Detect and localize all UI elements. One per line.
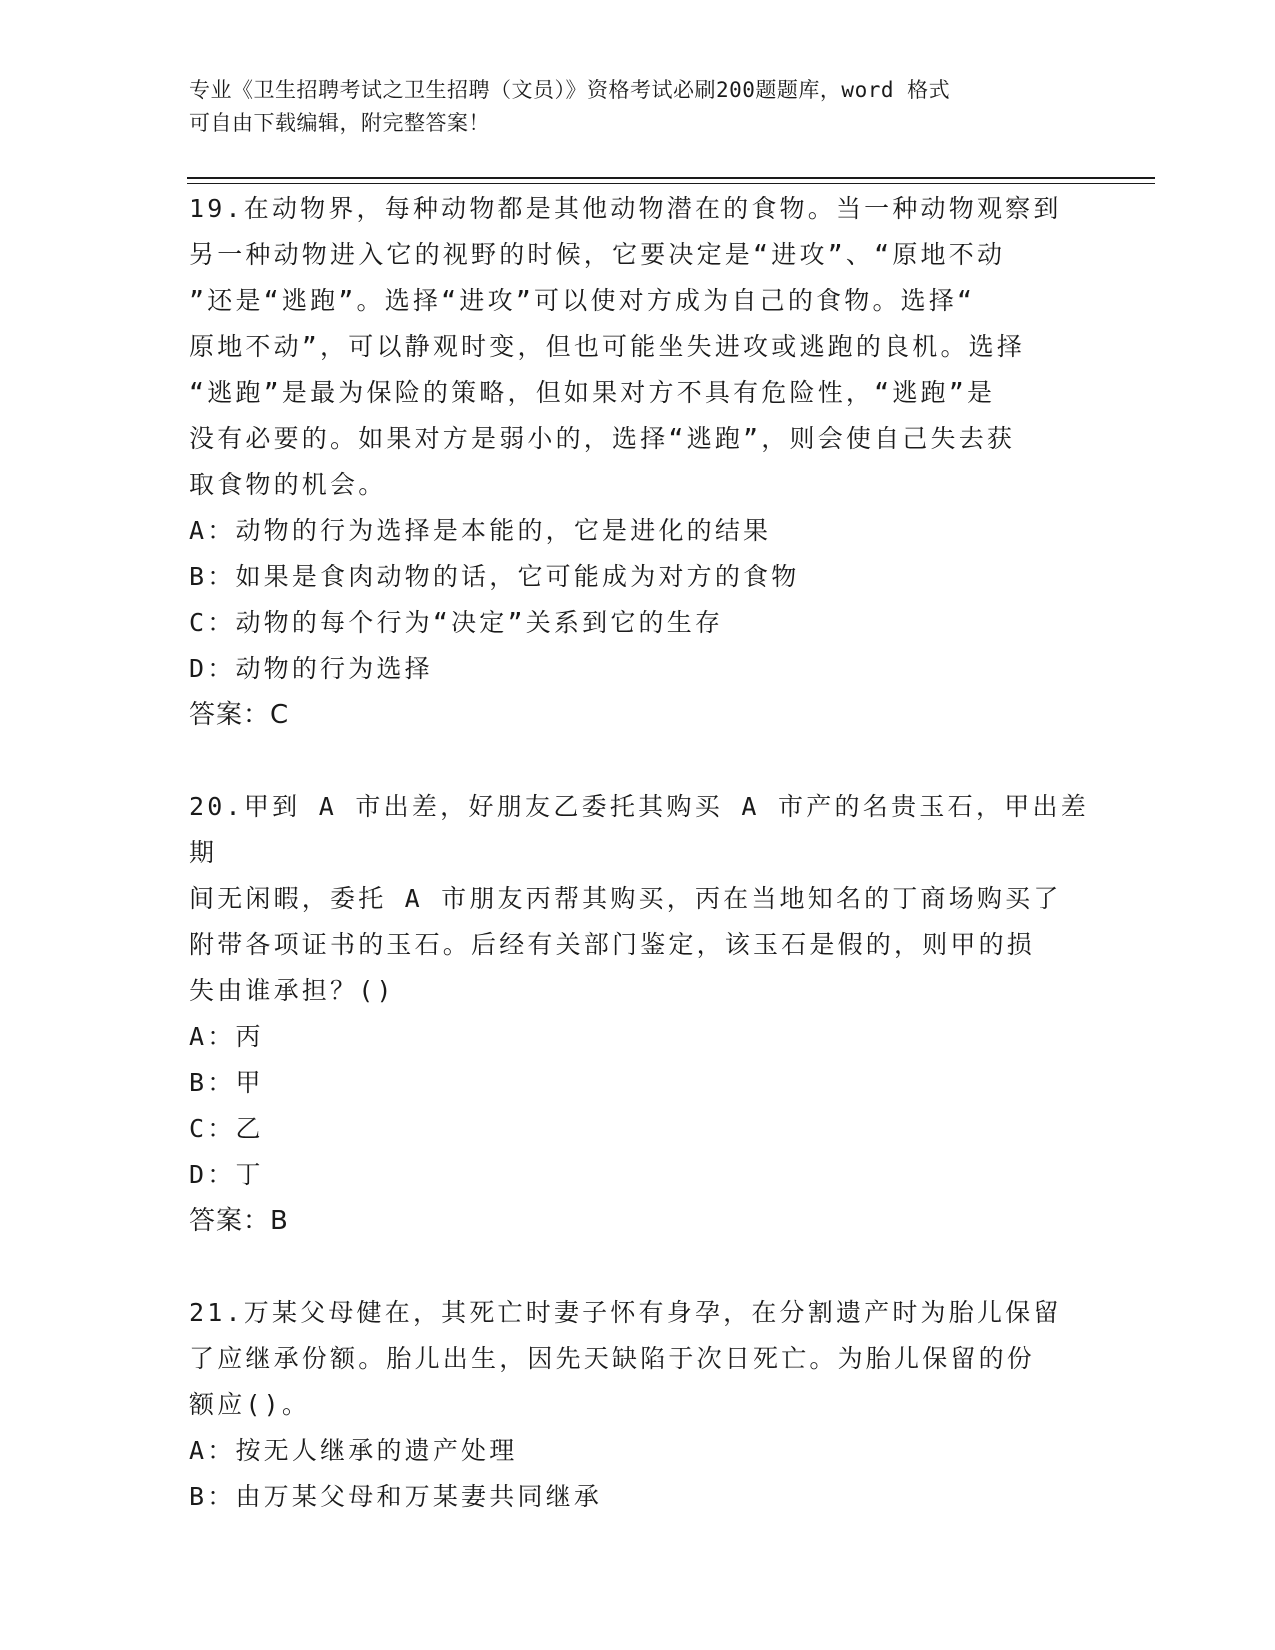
option-b: B：由万某父母和万某妻共同继承	[189, 1482, 603, 1511]
option-d: D：动物的行为选择	[189, 654, 433, 683]
header-divider	[187, 177, 1155, 179]
question-text	[189, 1290, 1089, 1428]
option-b: B：甲	[189, 1068, 264, 1097]
question-line: 取食物的机会。	[189, 470, 387, 499]
question-list	[189, 186, 1089, 1520]
question-line: 21.万某父母健在，其死亡时妻子怀有身孕，在分割遗产时为胎儿保留	[189, 1298, 1062, 1327]
question-20	[189, 784, 1089, 1244]
spacer	[189, 738, 1089, 784]
option-a: A：按无人继承的遗产处理	[189, 1436, 518, 1465]
option-a: A：丙	[189, 1022, 264, 1051]
header-line-2: 可自由下载编辑，附完整答案！	[189, 111, 490, 135]
question-line: 没有必要的。如果对方是弱小的，选择“逃跑”，则会使自己失去获	[189, 424, 1016, 453]
question-21	[189, 1290, 1089, 1520]
question-line: 原地不动”，可以静观时变，但也可能坐失进攻或逃跑的良机。选择	[189, 332, 1026, 361]
option-c: C：动物的每个行为“决定”关系到它的生存	[189, 608, 724, 637]
option-d: D：丁	[189, 1160, 264, 1189]
question-line: 20.甲到 A 市出差，好朋友乙委托其购买 A 市产的名贵玉石，甲出差期	[189, 792, 1089, 867]
question-line: 失由谁承担？()	[189, 976, 395, 1005]
question-line: ”还是“逃跑”。选择“进攻”可以使对方成为自己的食物。选择“	[189, 286, 976, 315]
answer-label: 答案：B	[189, 1206, 289, 1236]
question-line: 另一种动物进入它的视野的时候，它要决定是“进攻”、“原地不动	[189, 240, 1006, 269]
option-a: A：动物的行为选择是本能的，它是进化的结果	[189, 516, 772, 545]
question-line: 额应()。	[189, 1390, 311, 1419]
question-text	[189, 186, 1089, 508]
option-b: B：如果是食肉动物的话，它可能成为对方的食物	[189, 562, 800, 591]
answer-label: 答案：C	[189, 700, 290, 730]
document-header	[189, 74, 1089, 140]
question-text	[189, 784, 1089, 1014]
question-line: 附带各项证书的玉石。后经有关部门鉴定，该玉石是假的，则甲的损	[189, 930, 1036, 959]
question-line: “逃跑”是最为保险的策略，但如果对方不具有危险性，“逃跑”是	[189, 378, 996, 407]
question-line: 19.在动物界，每种动物都是其他动物潜在的食物。当一种动物观察到	[189, 194, 1062, 223]
spacer	[189, 1244, 1089, 1290]
header-line-1: 专业《卫生招聘考试之卫生招聘（文员）》资格考试必刷200题题库，word 格式	[189, 78, 951, 102]
question-line: 了应继承份额。胎儿出生，因先天缺陷于次日死亡。为胎儿保留的份	[189, 1344, 1036, 1373]
question-line: 间无闲暇，委托 A 市朋友丙帮其购买，丙在当地知名的丁商场购买了	[189, 884, 1062, 913]
question-19	[189, 186, 1089, 738]
header-divider-thin	[187, 183, 1155, 184]
option-c: C：乙	[189, 1114, 264, 1143]
